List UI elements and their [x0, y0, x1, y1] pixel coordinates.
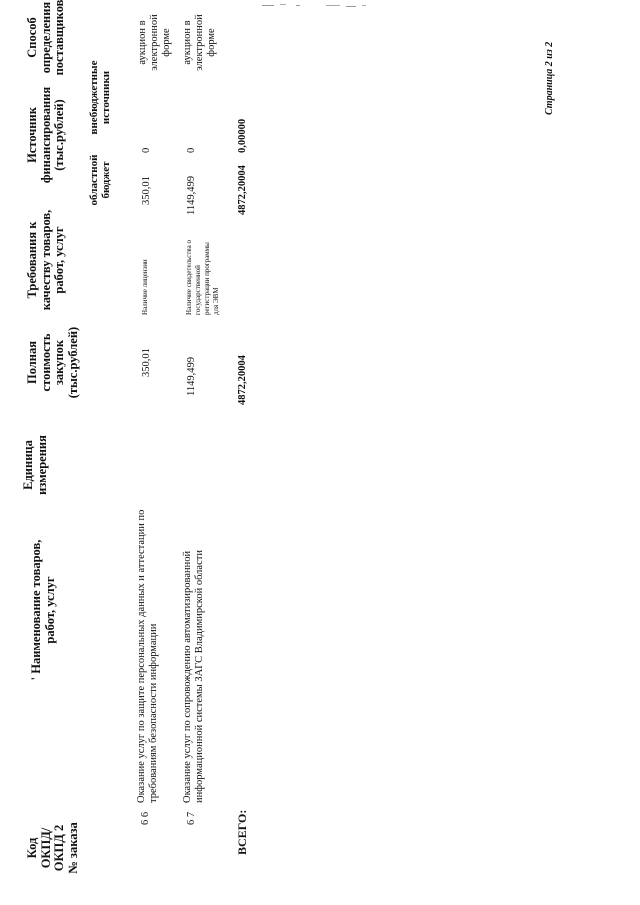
header-code: Код ОКПД/ ОКПД 2 № заказа — [25, 822, 80, 874]
total-extra: 0,00000 — [237, 118, 248, 153]
row-67-code: 6 7 — [186, 811, 197, 825]
total-label: ВСЕГО: — [235, 809, 249, 855]
header-source-extra: внебюджетные источники — [88, 60, 112, 135]
row-67-extra: 0 — [186, 147, 197, 153]
header-name: ' Наименование товаров, работ, услуг — [29, 539, 57, 681]
header-requirements: Требования к качеству товаров, работ, услуг — [25, 209, 66, 311]
header-source-regional: областной бюджет — [88, 154, 112, 206]
row-66-name: Оказание услуг по защите персональных данных и аттестации по требованиям безопасности информации — [136, 509, 159, 803]
header-source: Источник финансирования (тыс.рублей) — [25, 86, 66, 184]
total-cost: 4872,20004 — [237, 355, 248, 405]
header-cost: Полная стоимость закупок (тыс.рублей) — [25, 326, 80, 399]
row-67-method: аукцион в электронной форме — [182, 14, 217, 71]
row-66-method: аукцион в электронной форме — [137, 14, 172, 71]
row-67-cost: 1149,499 — [186, 357, 197, 396]
header-unit: Единица измерения — [21, 435, 49, 495]
total-regional: 4872,20004 — [237, 165, 248, 215]
row-67-regional: 1149,499 — [186, 176, 197, 215]
row-67-requirement: Наличие свидетельства о государственной регистрации программы для ЭВМ — [185, 239, 220, 315]
row-66-regional: 350,01 — [141, 176, 152, 205]
page-number: Страница 2 из 2 — [544, 41, 555, 115]
row-66-cost: 350,01 — [141, 348, 152, 377]
header-method: Способ определения поставщиков — [25, 0, 66, 76]
row-66-requirement: Наличие лицензии — [141, 259, 149, 315]
row-67-name: Оказание услуг по сопровождению автоматизированной информационной системы ЗАГС Владимирской области — [182, 550, 205, 803]
row-66-extra: 0 — [141, 147, 152, 153]
row-66-code: 6 6 — [140, 811, 151, 825]
